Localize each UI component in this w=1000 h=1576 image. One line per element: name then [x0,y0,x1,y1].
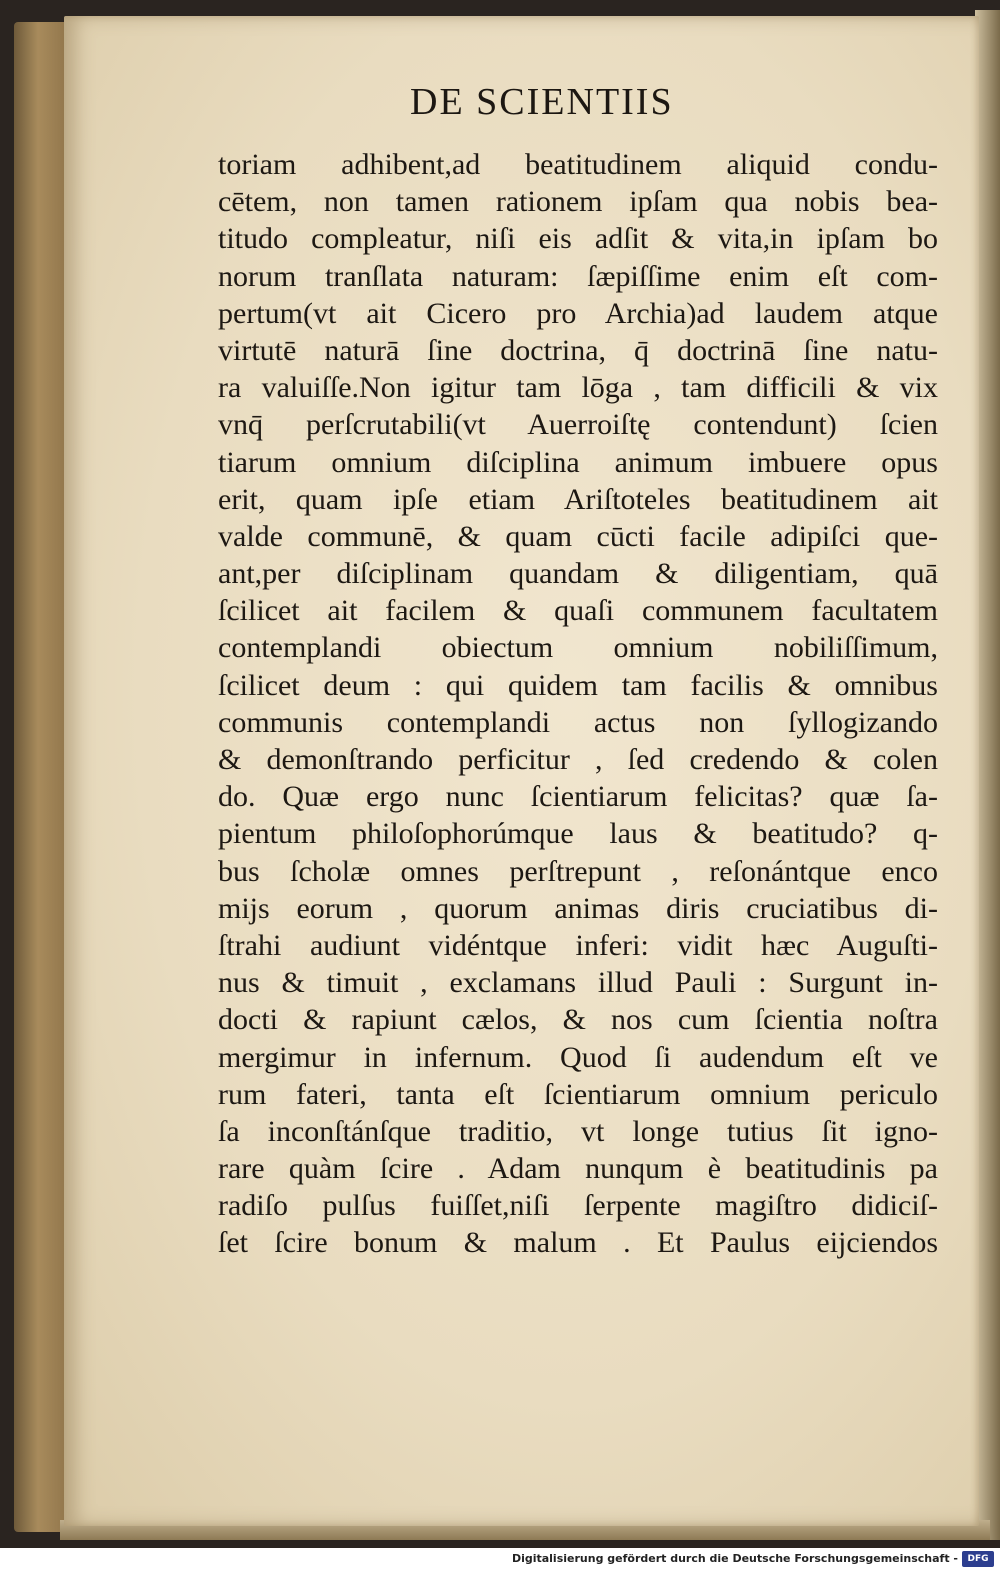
text-line: ſcilicet ait facilem & quaſi communem facultatem [218,594,938,628]
text-line: ant,per diſciplinam quandam & diligentiam, quā [218,557,938,591]
text-line: docti & rapiunt cælos, & nos cum ſcientia noſtra [218,1003,938,1037]
text-line: contemplandi obiectum omnium nobiliſſimum, [218,631,938,665]
text-line: valde communē, & quam cūcti facile adipiſci que- [218,519,938,553]
text-line: vnq̄ perſcrutabili(vt Auerroiſtę contendunt) ſcien [218,408,938,442]
text-line: & demonſtrando perficitur , ſed credendo & colen [218,743,938,776]
text-line: rum fateri, tanta eſt ſcientiarum omnium periculo [218,1077,938,1111]
digitization-credit: Digitalisierung gefördert durch die Deutsche Forschungsgemeinschaft - [511,1552,958,1565]
body-text [218,146,938,1262]
text-line: mijs eorum , quorum animas diris cruciatibus di- [218,891,938,925]
text-line: ſtrahi audiunt vidéntque inferi: vidit hæc Auguſti- [218,928,938,962]
text-line: mergimur in infernum. Quod ſi audendum eſt ve [218,1040,938,1074]
text-line: rare quàm ſcire . Adam nunqum è beatitudinis pa [218,1152,938,1186]
text-line: pientum philoſophorúmque laus & beatitudo? q- [218,817,938,851]
text-line: cētem, non tamen rationem ipſam qua nobis bea- [218,185,938,219]
text-line: ſa inconſtánſque traditio, vt longe tutius ſit igno- [218,1114,938,1148]
text-line: norum tranſlata naturam: ſæpiſſime enim eſt com- [218,259,938,293]
text-line: ſet ſcire bonum & malum . Et Paulus eijciendos [218,1226,938,1260]
dfg-logo-icon: DFG [962,1551,994,1567]
text-line: ſcilicet deum : qui quidem tam facilis & omnibus [218,668,938,702]
text-line: pertum(vt ait Cicero pro Archia)ad laudem atque [218,296,938,330]
text-line: virtutē naturā ſine doctrina, q̄ doctrinā ſine natu- [218,333,938,367]
text-line: nus & timuit , exclamans illud Pauli : Surgunt in- [218,966,938,1000]
text-line: communis contemplandi actus non ſyllogizando [218,705,938,739]
text-line: erit, quam ipſe etiam Ariſtoteles beatitudinem ait [218,482,938,516]
running-head: DE SCIENTIIS [410,81,674,123]
text-line: do. Quæ ergo nunc ſcientiarum felicitas? quæ ſa- [218,780,938,814]
text-line: titudo compleatur, niſi eis adſit & vita,in ipſam bo [218,222,938,256]
text-line: tiarum omnium diſciplina animum imbuere opus [218,445,938,479]
text-line: bus ſcholæ omnes perſtrepunt , reſonántque enco [218,854,938,888]
text-line: ra valuiſſe.Non igitur tam lōga , tam difficili & vix [218,371,938,405]
text-line: toriam adhibent,ad beatitudinem aliquid condu- [218,148,938,181]
text-line: radiſo pulſus fuiſſet,niſi ſerpente magiſtro didiciſ- [218,1189,938,1223]
